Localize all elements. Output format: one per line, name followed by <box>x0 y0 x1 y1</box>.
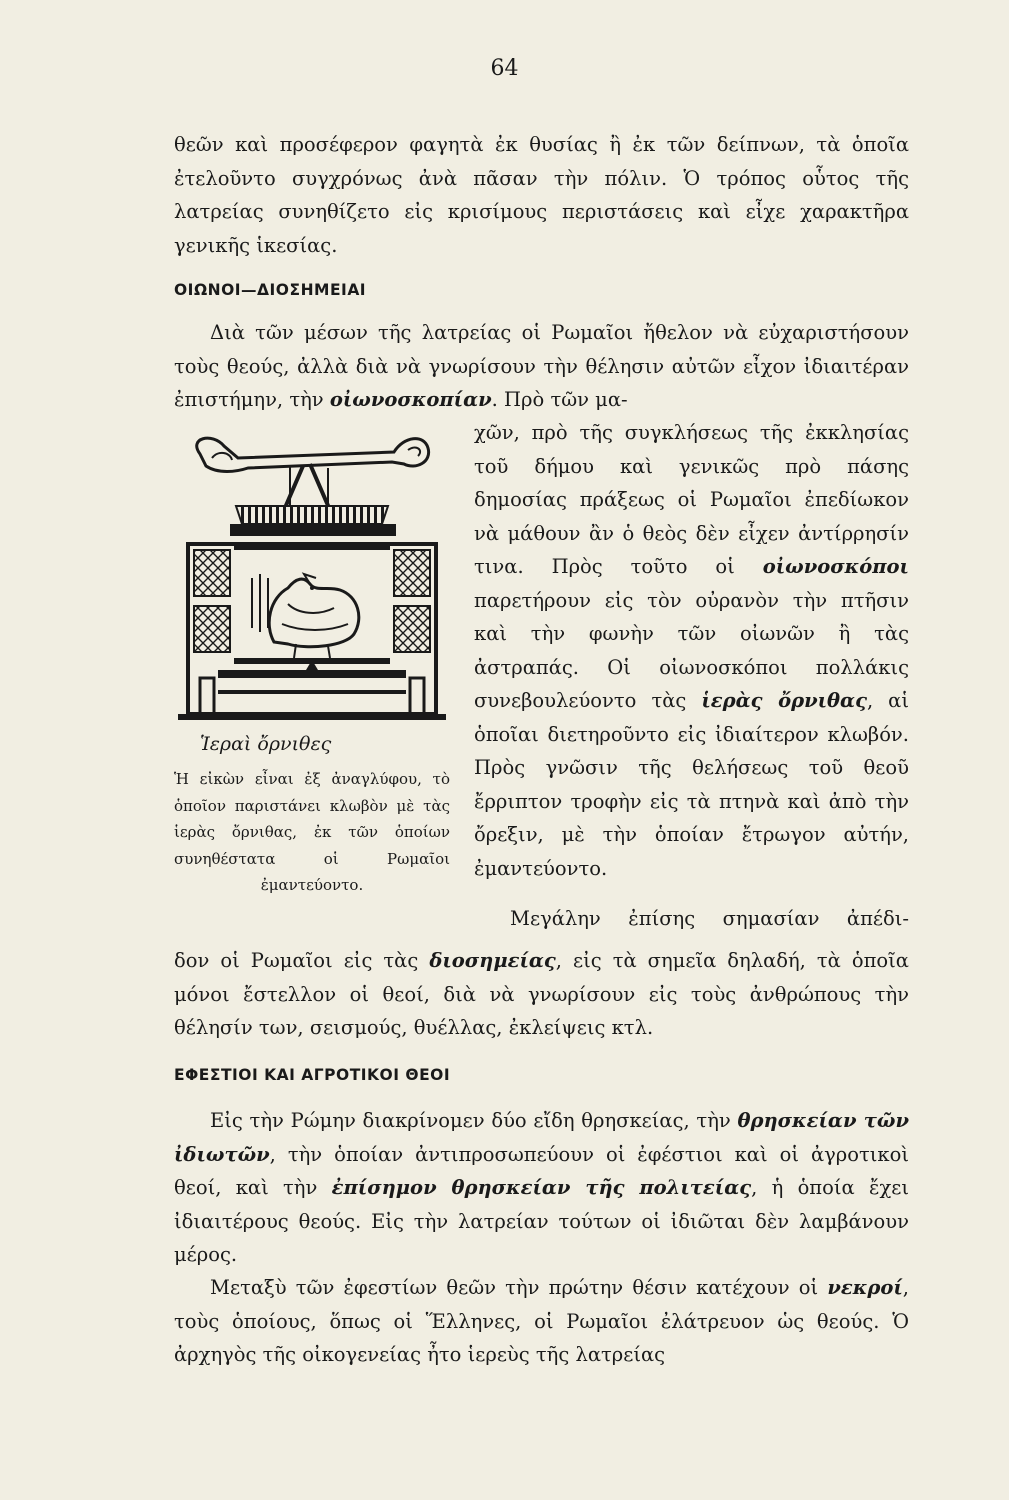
paragraph-4: Εἰς τὴν Ρώμην διακρίνομεν δύο εἴδη θρησκείας, τὴν θρησκείαν τῶν ἰδιωτῶν, τὴν ὁποίαν ἀντιπροσωπεύουν οἱ ἐφέστιοι καὶ οἱ ἀγροτικοὶ θεοί, καὶ τὴν ἐπίσημον θρησκείαν τῆς πολιτείας, ἡ ὁποία ἔχει ἰδιαιτέρους θεούς. Εἰς τὴν λατρείαν τούτων οἱ ἰδιῶται δὲν λαμβάνουν μέρος. <box>174 1109 910 1266</box>
paragraph-2-continued: χῶν, πρὸ τῆς συγκλήσεως τῆς ἐκκλησίας τοῦ δήμου καὶ γενικῶς πρὸ πάσης δημοσίας πράξεως οἱ Ρωμαῖοι ἐπεδίωκον νὰ μάθουν ἂν ὁ θεὸς δὲν εἶχεν ἀντίρρησίν τινα. Πρὸς τοῦτο οἱ οἰωνοσκόποι παρετήρουν εἰς τὸν οὐρανὸν τὴν πτῆσιν καὶ τὴν φωνὴν τῶν οἰωνῶν ἢ τὰς ἀστραπάς. Οἱ οἰωνοσκόποι πολλάκις συνεβουλεύοντο τὰς ἱερὰς ὄρνιθας, αἱ ὁποῖαι διετηροῦντο εἰς ἰδιαίτερον κλωβόν. Πρὸς γνῶσιν τῆς θελήσεως τοῦ θεοῦ ἔρριπτον τροφὴν εἰς τὰ πτηνὰ καὶ ἀπὸ τὴν ὄρεξιν, μὲ τὴν ὁποίαν ἔτρωγον αὐτήν, ἐμαντεύοντο. <box>474 421 909 880</box>
term-nekroi: νεκροί <box>827 1276 903 1299</box>
term-state-religion: ἐπίσημον θρησκείαν τῆς πολιτείας <box>331 1176 752 1199</box>
sacred-chickens-cage-illustration <box>178 428 446 732</box>
paragraph-3-start: Μεγάλην ἐπίσης σημασίαν ἀπέδι- <box>510 907 909 930</box>
paragraph-5: Μεταξὺ τῶν ἐφεστίων θεῶν τὴν πρώτην θέσιν κατέχουν οἱ νεκροί, τοὺς ὁποίους, ὅπως οἱ Ἕλληνες, οἱ Ρωμαῖοι ἐλάτρευον ὡς θεούς. Ὁ ἀρχηγὸς τῆς οἰκογενείας ἦτο ἱερεὺς τῆς λατρείας <box>174 1276 909 1366</box>
paragraph-1: θεῶν καὶ προσέφερον φαγητὰ ἐκ θυσίας ἢ ἐκ τῶν δείπνων, τὰ ὁποῖα ἐτελοῦντο συγχρόνως ἀνὰ πᾶσαν τὴν πόλιν. Ὁ τρόπος οὗτος τῆς λατρείας συνηθίζετο εἰς κρισίμους περιστάσεις καὶ εἶχε χαρακτῆρα γενικῆς ἱκεσίας. <box>174 133 909 257</box>
section-heading-ephestioi: ΕΦΕΣΤΙΟΙ ΚΑΙ ΑΓΡΟΤΙΚΟΙ ΘΕΟΙ <box>174 1066 451 1084</box>
page-number: 64 <box>490 56 519 81</box>
figure-caption-title: Ἱεραὶ ὄρνιθες <box>200 733 332 755</box>
section-heading-oionoi: ΟΙΩΝΟΙ—ΔΙΟΣΗΜΕΙΑΙ <box>174 281 367 299</box>
term-diosemeiai: διοσημείας <box>429 949 556 972</box>
figure-caption-text: Ἡ εἰκὼν εἶναι ἐξ ἀναγλύφου, τὸ ὁποῖον παριστάνει κλωβὸν μὲ τὰς ἱερὰς ὄρνιθας, ἐκ τῶν ὁποίων συνηθέστατα οἱ Ρωμαῖοι ἐμαντεύοντο. <box>174 770 450 894</box>
paragraph-3: δον οἱ Ρωμαῖοι εἰς τὰς διοσημείας, εἰς τὰ σημεῖα δηλαδή, τὰ ὁποῖα μόνοι ἔστελλον οἱ θεοί, διὰ νὰ γνωρίσουν εἰς τοὺς ἀνθρώπους τὴν θέλησίν των, σεισμούς, θυέλλας, ἐκλείψεις κτλ. <box>174 949 909 1039</box>
term-sacred-chickens: ἱερὰς ὄρνιθας <box>701 689 867 712</box>
term-oionoskopia: οἰωνοσκοπίαν <box>329 388 492 411</box>
paragraph-2: Διὰ τῶν μέσων τῆς λατρείας οἱ Ρωμαῖοι ἤθελον νὰ εὐχαριστήσουν τοὺς θεούς, ἀλλὰ διὰ νὰ γνωρίσουν τὴν θέλησιν αὐτῶν εἶχον ἰδιαιτέραν ἐπιστήμην, τὴν οἰωνοσκοπίαν. Πρὸ τῶν μα- <box>174 321 909 411</box>
term-private-religion: θρησκείαν τῶν ἰδιωτῶν <box>174 1109 910 1166</box>
term-oionoskopoi: οἰωνοσκόποι <box>762 555 909 578</box>
